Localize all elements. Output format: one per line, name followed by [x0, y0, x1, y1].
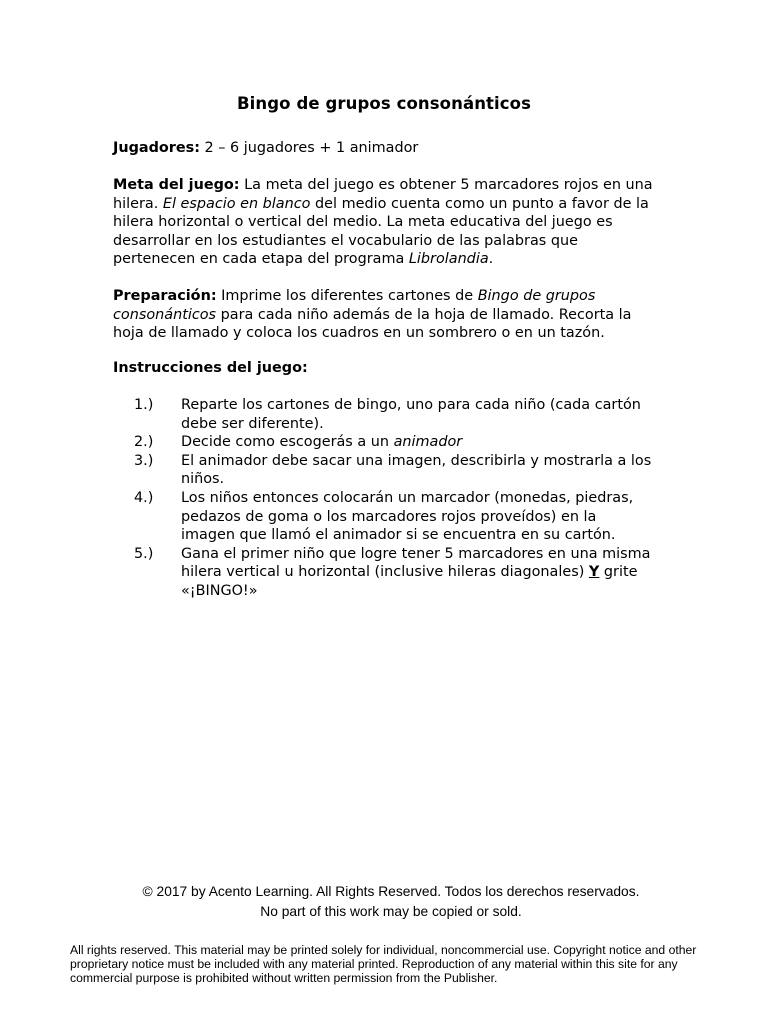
preparation-italic-game-name: Bingo de grupos consonánticos: [113, 288, 596, 323]
goal-italic-blank-space: El espacio en blanco: [162, 195, 311, 212]
goal-text: del medio cuenta como un punto a favor de la hilera horizontal o vertical del medio. La meta educativa del juego es desarrollar en los estudiantes el vocabulario de las palabras que pertenecen en cada etapa del programa: [113, 195, 649, 268]
preparation-section: [113, 287, 653, 343]
goal-label: Meta del juego:: [113, 177, 240, 193]
legal-notice: All rights reserved. This material may be printed solely for individual, noncommercial use. Copyright notice and other proprietary notice must be included with any material printed. Reproduction of any material within this site for any commercial purpose is prohibited without written permission from the Publisher.: [70, 943, 697, 985]
copyright-notice: [0, 882, 768, 922]
step-number: 5.): [134, 545, 154, 562]
step-number: 2.): [134, 434, 154, 451]
step-text: grite «¡BINGO!»: [181, 564, 638, 599]
step-number: 4.): [134, 489, 154, 506]
preparation-label: Preparación:: [113, 288, 217, 304]
list-item: [113, 433, 653, 452]
list-item: [113, 489, 653, 545]
page-title: Bingo de grupos consonánticos: [236, 94, 532, 113]
step-text: El animador debe sacar una imagen, describirla y mostrarla a los niños.: [181, 452, 652, 488]
step-text: Reparte los cartones de bingo, uno para cada niño (cada cartón debe ser diferente).: [181, 397, 641, 432]
goal-section: [113, 176, 653, 269]
step-italic-animator: animador: [393, 434, 463, 451]
goal-text: La meta del juego es obtener 5 marcadores rojos en una hilera.: [113, 177, 653, 212]
instructions-list: [113, 396, 653, 601]
preparation-text: para cada niño además de la hoja de llamado. Recorta la hoja de llamado y coloca los cuadros en un sombrero o en un tazón.: [113, 306, 632, 342]
list-item: [113, 452, 653, 489]
list-item: [113, 396, 653, 433]
copyright-line: © 2017 by Acento Learning. All Rights Reserved. Todos los derechos reservados.: [142, 884, 640, 899]
step-number: 1.): [134, 397, 154, 413]
step-number: 3.): [134, 452, 154, 469]
goal-text: .: [488, 251, 494, 268]
copyright-line: No part of this work may be copied or sold.: [260, 904, 522, 919]
list-item: [113, 545, 653, 601]
players-text: 2 – 6 jugadores + 1 animador: [199, 140, 419, 156]
step-text: Decide como escogerás a un: [181, 434, 394, 451]
step-text: Gana el primer niño que logre tener 5 marcadores en una misma hilera vertical u horizontal (inclusive hileras diagonales): [181, 545, 651, 581]
step-text: Los niños entonces colocarán un marcador (monedas, piedras, pedazos de goma o los marcadores rojos proveídos) en la imagen que llamó el animador si se encuentra en su cartón.: [181, 489, 634, 544]
players-label: Jugadores:: [113, 140, 200, 156]
instructions-heading: Instrucciones del juego:: [113, 360, 308, 376]
step-emphasis: Y: [588, 564, 600, 581]
players-section: [113, 139, 653, 158]
goal-italic-program: Librolandia: [408, 251, 489, 268]
preparation-text: Imprime los diferentes cartones de: [216, 288, 478, 304]
